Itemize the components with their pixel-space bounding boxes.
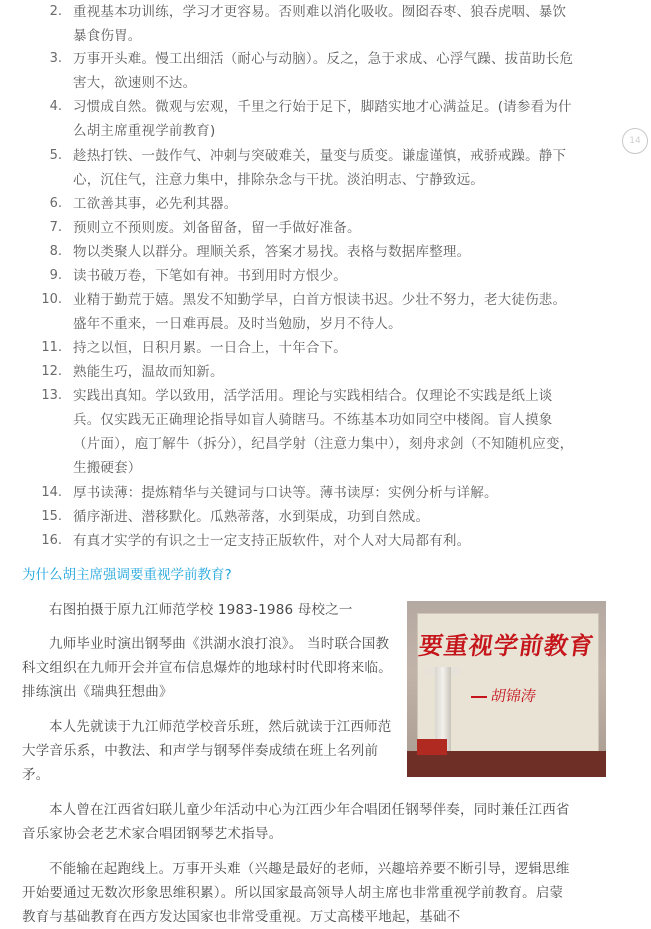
list-number: 11.: [41, 340, 62, 355]
list-number: 12.: [41, 364, 62, 379]
list-text: 习惯成自然。微观与宏观，千里之行始于足下，脚踏实地才心满益足。(请参看为什么胡主席重视学前教育): [73, 99, 572, 139]
list-text: 实践出真知。学以致用，活学活用。理论与实践相结合。仅理论不实践是纸上谈兵。仅实践无正确理论指导如盲人骑瞎马。不练基本功如同空中楼阁。盲人摸象（片面），庖丁解牛（拆分），纪昌学射（注意力集中），刻舟求剑（不知随机应变，生搬硬套）: [73, 388, 574, 476]
paragraph-education: 本人先就读于九江师范学校音乐班，然后就读于江西师范大学音乐系，中教法、和声学与钢琴伴奏成绩在班上名列前矛。: [22, 719, 392, 783]
paragraph-preschool: 不能输在起跑线上。万事开头难（兴趣是最好的老师，兴趣培养要不断引导，逻辑思维开始要通过无数次形象思维积累）。所以国家最高领导人胡主席也非常重视学前教育。启蒙教育与基础教育在西方发达国家也非常受重视。万丈高楼平地起，基础不: [22, 861, 570, 925]
list-number: 6.: [49, 196, 62, 211]
page-number-badge[interactable]: 14: [622, 128, 648, 154]
paragraph-graduation: 九师毕业时演出钢琴曲《洪湖水浪打浪》。 当时联合国教科文组织在九师开会并宣布信息爆炸的地球村时代即将来临。排练演出《瑞典狂想曲》: [22, 636, 392, 700]
list-number: 3.: [49, 51, 62, 66]
list-text: 预则立不预则废。刘备留备，留一手做好准备。: [73, 220, 361, 236]
list-text: 循序渐进、潜移默化。瓜熟蒂落，水到渠成，功到自然成。: [73, 509, 430, 525]
list-text: 物以类聚人以群分。理顺关系，答案才易找。表格与数据库整理。: [73, 244, 471, 260]
section-heading: 为什么胡主席强调要重视学前教育?: [22, 567, 232, 583]
list-text: 读书破万卷，下笔如有神。书到用时方恨少。: [73, 268, 347, 284]
school-photo: [407, 601, 606, 777]
list-text: 有真才实学的有识之士一定支持正版软件，对个人对大局都有利。: [73, 533, 471, 549]
list-number: 2.: [49, 4, 62, 19]
list-text: 重视基本功训练，学习才更容易。否则难以消化吸收。囫囵吞枣、狼吞虎咽、暴饮暴食伤胃。: [73, 4, 567, 44]
list-text: 熟能生巧，温故而知新。: [73, 364, 224, 380]
list-number: 14.: [41, 485, 62, 500]
paragraph-photo-caption: 右图拍摄于原九江师范学校 1983-1986 母校之一: [49, 602, 353, 618]
list-text: 万事开头难。慢工出细活（耐心与动脑）。反之，急于求成、心浮气躁、拔苗助长危害大，欲速则不达。: [73, 51, 574, 91]
flag-icon: [417, 739, 447, 755]
list-number: 4.: [49, 99, 62, 114]
list-number: 16.: [41, 533, 62, 548]
list-number: 9.: [49, 268, 62, 283]
list-number: 8.: [49, 244, 62, 259]
calligraphy-title: 要重视学前教育: [417, 631, 597, 660]
list-text: 业精于勤荒于嬉。黑发不知勤学早，白首方恨读书迟。少壮不努力，老大徒伤悲。盛年不重来，一日难再晨。及时当勉励，岁月不待人。: [73, 292, 567, 332]
list-text: 工欲善其事，必先利其器。: [73, 196, 238, 212]
list-number: 5.: [49, 148, 62, 163]
list-number: 13.: [41, 388, 62, 403]
calligraphy-signature: 胡锦涛: [489, 687, 538, 705]
list-text: 趁热打铁、一鼓作气、冲刺与突破难关，量变与质变。谦虚谨慎，戒骄戒躁。静下心，沉住气，注意力集中，排除杂念与干扰。淡泊明志、宁静致远。: [73, 148, 567, 188]
list-number: 10.: [41, 292, 62, 307]
list-text: 厚书读薄：提炼精华与关键词与口诀等。薄书读厚：实例分析与详解。: [73, 485, 498, 501]
paragraph-accompanist: 本人曾在江西省妇联儿童少年活动中心为江西少年合唱团任钢琴伴奏，同时兼任江西省音乐家协会老艺术家合唱团钢琴艺术指导。: [22, 802, 570, 842]
list-number: 7.: [49, 220, 62, 235]
list-number: 15.: [41, 509, 62, 524]
list-text: 持之以恒，日积月累。一日合上，十年合下。: [73, 340, 347, 356]
